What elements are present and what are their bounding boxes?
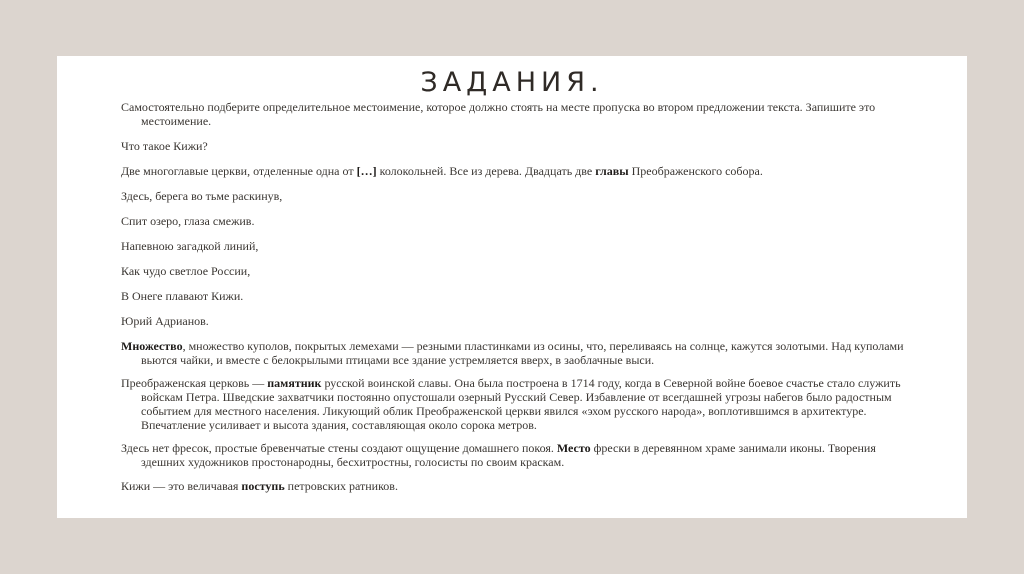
bold-word: Место (556, 441, 591, 455)
bold-word: поступь (241, 479, 285, 493)
poem-line-2: Спит озеро, глаза смежив. (121, 214, 255, 228)
slide (57, 56, 967, 518)
text-paragraph-2 (121, 339, 911, 367)
gap-marker: […] (356, 164, 377, 178)
slide-title: ЗАДАНИЯ. (420, 67, 604, 98)
text-span: колокольней. Все из дерева. Двадцать две (376, 164, 596, 178)
poem-line-4: Как чудо светлое России, (121, 264, 251, 278)
text-span: фрески в деревянном храме занимали иконы. Творения здешних художников простонародны, бесхитростны, голосисты по своим краскам. (141, 441, 876, 469)
text-paragraph-3 (121, 376, 911, 432)
poem-line-1: Здесь, берега во тьме раскинув, (121, 189, 283, 203)
bold-word: главы (595, 164, 629, 178)
text-span: Здесь нет фресок, простые бревенчатые стены создают ощущение домашнего покоя. (121, 441, 557, 455)
task-instruction: Самостоятельно подберите определительное местоимение, которое должно стоять на месте пропуска во втором предложении текста. Запишите это местоимение. (121, 100, 876, 128)
text-span: Кижи — это величавая (121, 479, 242, 493)
poem-author: Юрий Адрианов. (121, 314, 209, 328)
text-span: русской воинской славы. Она была построена в 1714 году, когда в Северной войне боевое счастье стало служить войскам Петра. Шведские захватчики постоянно опустошали озерный Русский Север. Избавление от всегдашней угрозы набегов было радостным событием для местного населения. Ликующий облик Преображенской церкви явился «эхом русского народа», воплотившимся в архитектуре. Впечатление усиливает и высота здания, составляющая около сорока метров. (141, 376, 901, 432)
text-span: , множество куполов, покрытых лемехами — резными пластинками из осины, что, переливаясь на солнце, кажутся золотыми. Над куполами вьются чайки, и вместе с белокрылыми птицами все здание устремляется вверх, в заоблачные выси. (141, 339, 904, 367)
text-span: Две многоглавые церкви, отделенные одна от (121, 164, 357, 178)
bold-word: Множество (121, 339, 183, 353)
question-line: Что такое Кижи? (121, 139, 208, 153)
text-span: Преображенская церковь — (121, 376, 268, 390)
text-span: Преображенского собора. (628, 164, 763, 178)
text-span: петровских ратников. (284, 479, 398, 493)
text-paragraph-4 (121, 441, 911, 469)
poem-line-3: Напевною загадкой линий, (121, 239, 259, 253)
slide-content (121, 100, 911, 493)
bold-word: памятник (267, 376, 322, 390)
text-paragraph-1 (121, 164, 911, 178)
poem-line-5: В Онеге плавают Кижи. (121, 289, 244, 303)
text-paragraph-5 (121, 479, 911, 493)
